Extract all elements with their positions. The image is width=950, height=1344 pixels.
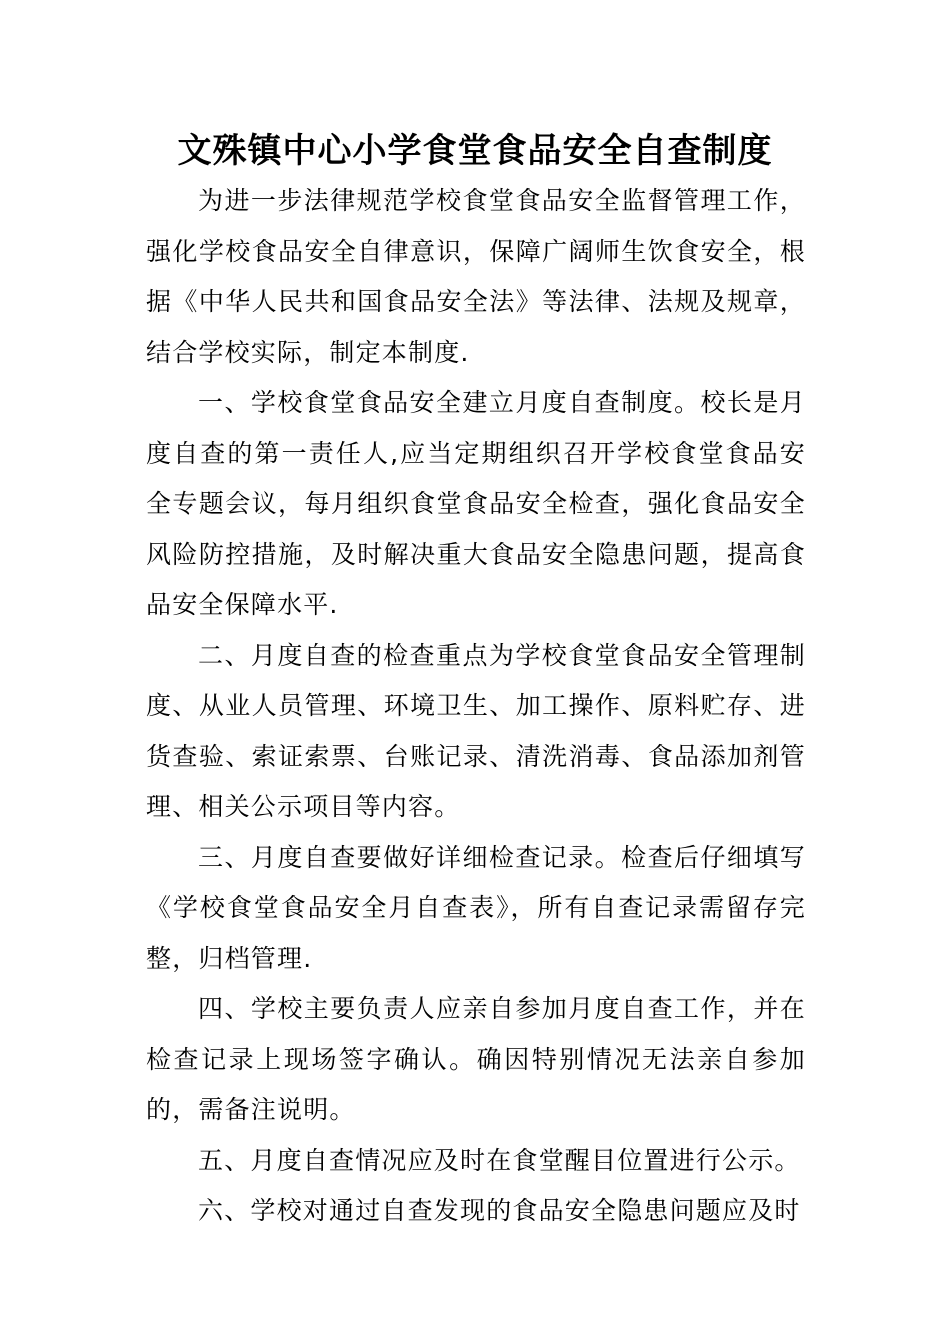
paragraph-item-4: 四、学校主要负责人应亲自参加月度自查工作，并在检查记录上现场签字确认。确因特别情况无法亲自参加的，需备注说明。 — [146, 994, 806, 1124]
paragraph-item-1: 一、学校食堂食品安全建立月度自查制度。校长是月度自查的第一责任人,应当定期组织召开学校食堂食品安全专题会议，每月组织食堂食品安全检查，强化食品安全风险防控措施，及时解决重大食品安全隐患问题，提高食品安全保障水平. — [146, 388, 806, 619]
paragraph-item-6: 六、学校对通过自查发现的食品安全隐患问题应及时 — [198, 1196, 801, 1225]
paragraph-intro: 为进一步法律规范学校食堂食品安全监督管理工作，强化学校食品安全自律意识，保障广阔师生饮食安全，根据《中华人民共和国食品安全法》等法律、法规及规章，结合学校实际，制定本制度. — [146, 186, 806, 367]
paragraph-item-2: 二、月度自查的检查重点为学校食堂食品安全管理制度、从业人员管理、环境卫生、加工操作、原料贮存、进货查验、索证索票、台账记录、清洗消毒、食品添加剂管理、相关公示项目等内容。 — [146, 640, 806, 821]
document-title: 文殊镇中心小学食堂食品安全自查制度 — [177, 131, 773, 171]
paragraph-item-3: 三、月度自查要做好详细检查记录。检查后仔细填写《学校食堂食品安全月自查表》，所有自查记录需留存完整，归档管理. — [146, 842, 806, 973]
document-body — [146, 176, 806, 1237]
paragraph-item-5: 五、月度自查情况应及时在食堂醒目位置进行公示。 — [198, 1145, 801, 1175]
